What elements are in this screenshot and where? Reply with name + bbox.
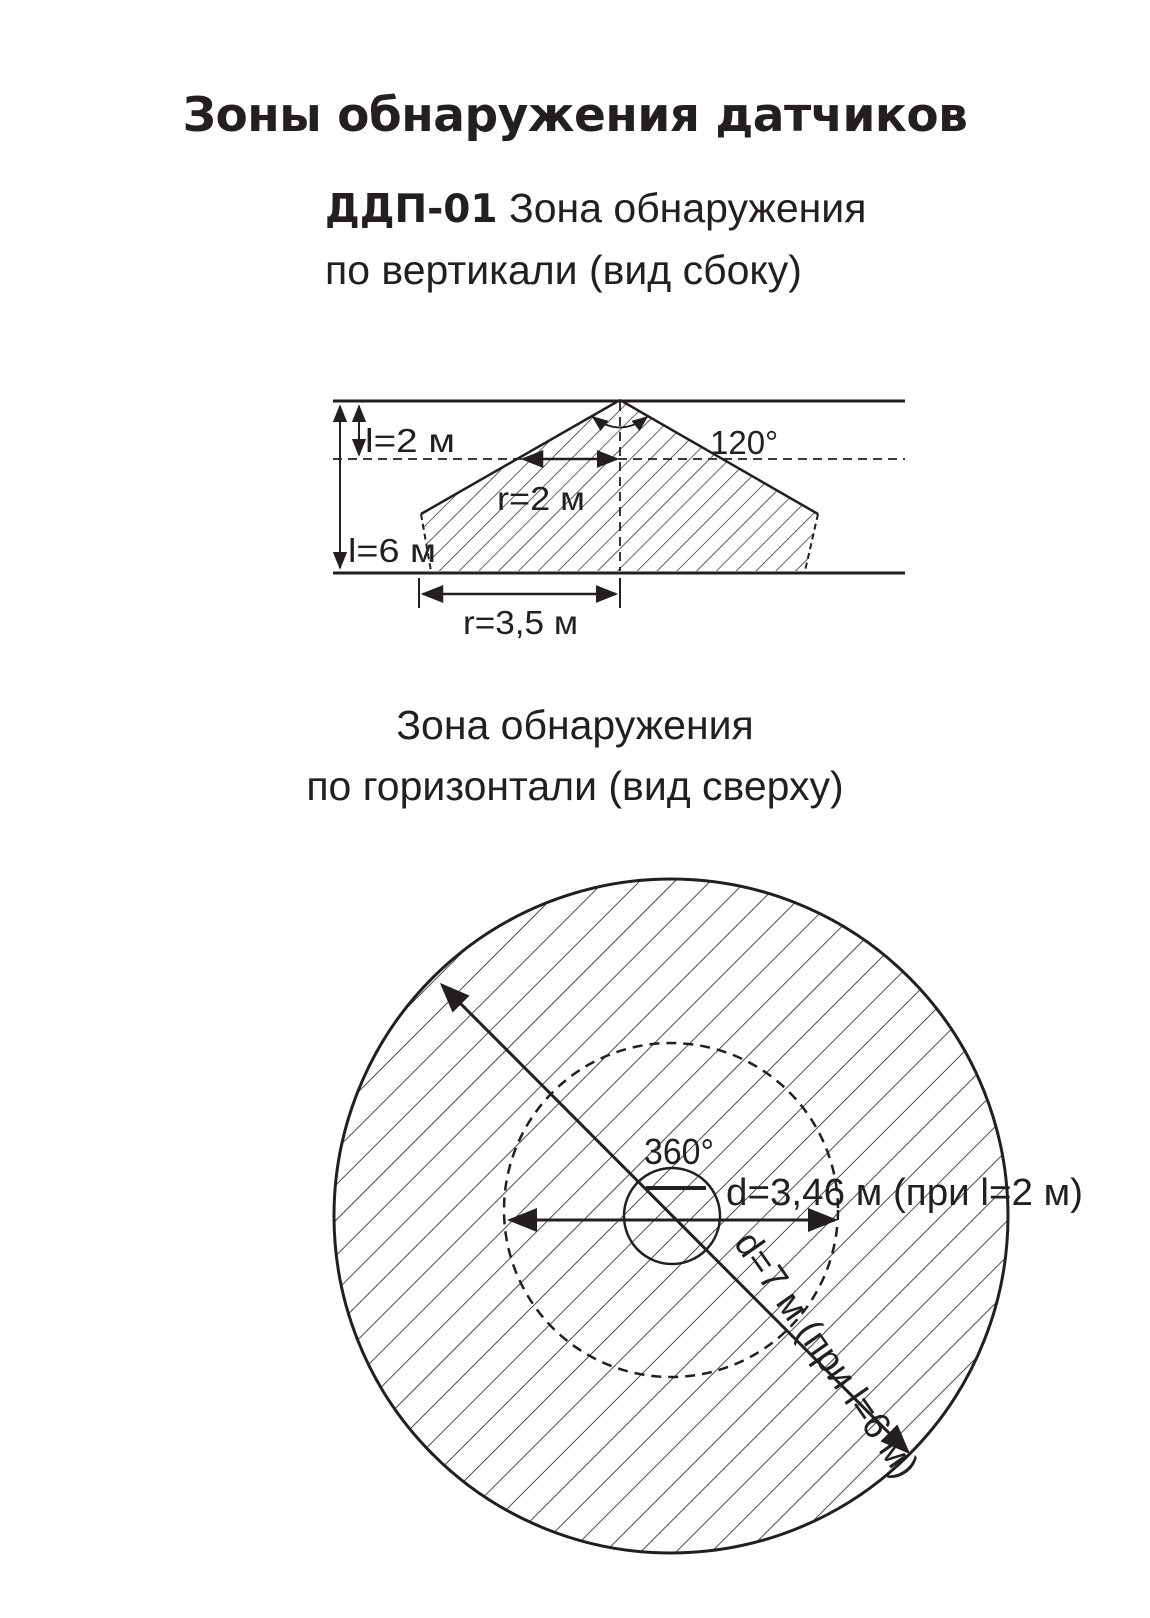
vertical-caption-line1: Зона обнаружения <box>508 185 867 231</box>
label-height-near: l=2 м <box>365 422 455 459</box>
sensor-model: ДДП-01 <box>325 187 498 232</box>
horizontal-caption-line1: Зона обнаружения <box>396 702 754 748</box>
label-height-far: l=6 м <box>348 532 436 569</box>
horizontal-caption-line2: по горизонтали (вид сверху) <box>306 763 844 809</box>
label-angle-top: 360° <box>644 1131 714 1172</box>
page-title: Зоны обнаружения датчиков <box>182 88 968 143</box>
label-angle-side: 120° <box>710 424 779 461</box>
label-diameter-far: d=7 м (при l=6 м) <box>725 1224 932 1494</box>
label-radius-near: r=2 м <box>497 480 585 517</box>
label-diameter-near: d=3,46 м (при l=2 м) <box>726 1172 1083 1214</box>
label-radius-far: r=3,5 м <box>463 604 578 641</box>
vertical-caption-line2: по вертикали (вид сбоку) <box>325 247 802 293</box>
